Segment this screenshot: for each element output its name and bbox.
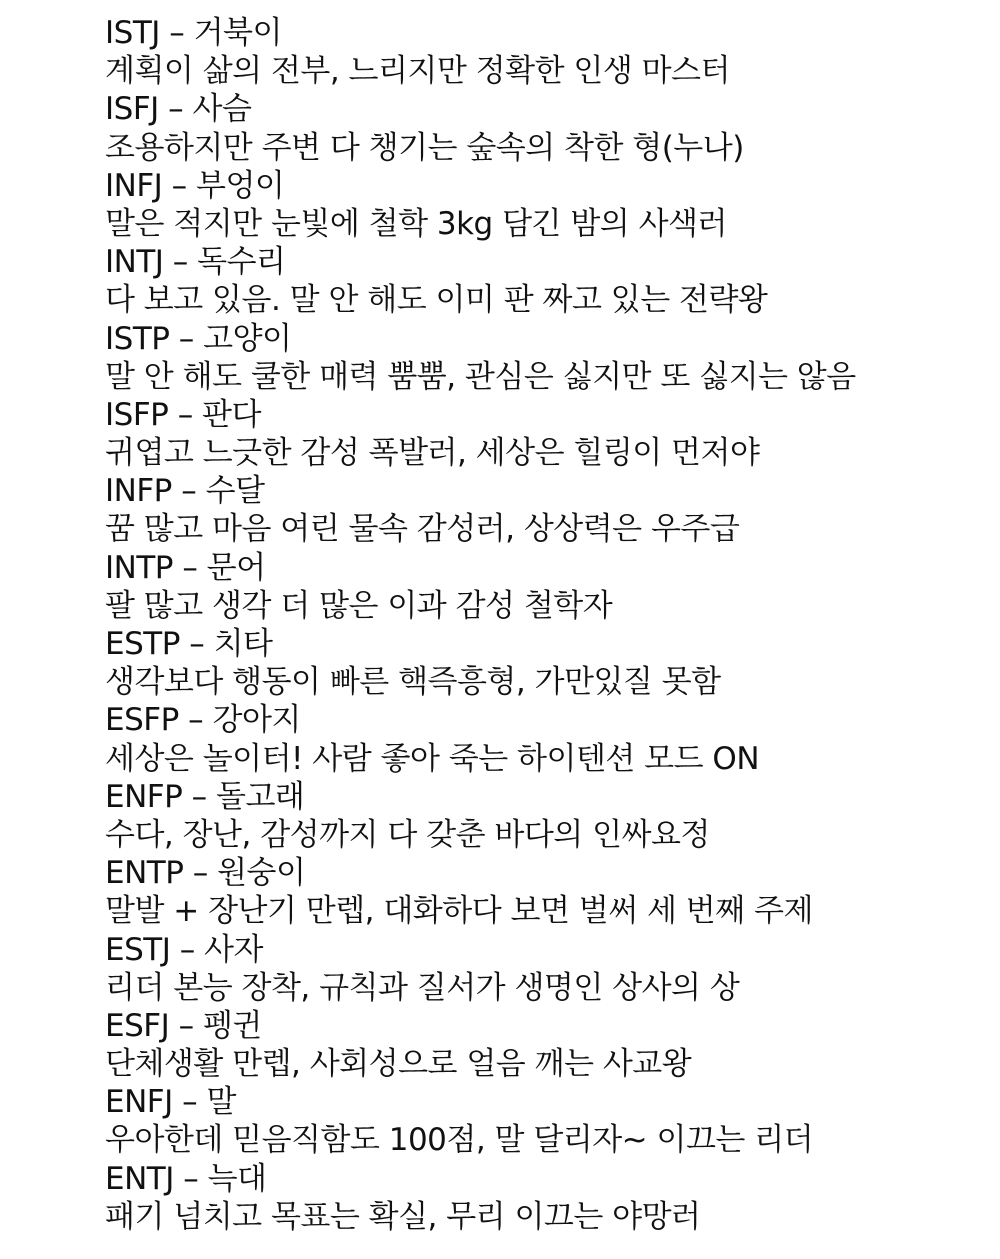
entry-entj-title: ENTJ – 늑대 — [105, 1160, 267, 1197]
mbti-animal-list — [105, 14, 985, 1236]
entry-estp-title: ESTP – 치타 — [105, 626, 273, 662]
entry-istj-description: 계획이 삶의 전부, 느리지만 정확한 인생 마스터 — [105, 53, 730, 90]
entry-infj-title: INFJ – 부엉이 — [105, 167, 285, 204]
entry-istp-description: 말 안 해도 쿨한 매력 뿜뿜, 관심은 싫지만 또 싫지는 않음 — [105, 358, 856, 395]
entry-enfp-description: 수다, 장난, 감성까지 다 갖춘 바다의 인싸요정 — [105, 816, 710, 853]
entry-intp-description: 팔 많고 생각 더 많은 이과 감성 철학자 — [105, 587, 613, 624]
entry-enfj-title: ENFJ – 말 — [105, 1084, 236, 1121]
entry-esfp-description: 세상은 놀이터! 사람 좋아 죽는 하이텐션 모드 ON — [105, 740, 760, 777]
entry-isfp-title: ISFP – 판다 — [105, 396, 261, 433]
entry-estj-title: ESTJ – 사자 — [105, 931, 263, 968]
entry-esfp-title: ESFP – 강아지 — [105, 702, 301, 739]
entry-isfj-title: ISFJ – 사슴 — [105, 91, 252, 128]
entry-entp-description: 말발 + 장난기 만렙, 대화하다 보면 벌써 세 번째 주제 — [105, 893, 813, 930]
entry-estp-description: 생각보다 행동이 빠른 핵즉흥형, 가만있질 못함 — [105, 664, 721, 701]
entry-estj-description: 리더 본능 장착, 규칙과 질서가 생명인 상사의 상 — [105, 969, 740, 1006]
entry-istp-title: ISTP – 고양이 — [105, 320, 292, 357]
entry-isfj-description: 조용하지만 주변 다 챙기는 숲속의 착한 형(누나) — [105, 129, 744, 166]
entry-infp-title: INFP – 수달 — [105, 473, 265, 510]
entry-intj-description: 다 보고 있음. 말 안 해도 이미 판 짜고 있는 전략왕 — [105, 282, 768, 319]
entry-enfp-title: ENFP – 돌고래 — [105, 778, 305, 815]
entry-istj-title: ISTJ – 거북이 — [105, 15, 282, 51]
entry-infp-description: 꿈 많고 마음 여린 물속 감성러, 상상력은 우주급 — [105, 511, 740, 548]
entry-esfj-title: ESFJ – 펭귄 — [105, 1007, 262, 1044]
entry-isfp-description: 귀엽고 느긋한 감성 폭발러, 세상은 힐링이 먼저야 — [105, 435, 760, 472]
entry-intj-title: INTJ – 독수리 — [105, 244, 286, 281]
entry-entp-title: ENTP – 원숭이 — [105, 855, 306, 892]
entry-enfj-description: 우아한데 믿음직함도 100점, 말 달리자~ 이끄는 리더 — [105, 1122, 814, 1159]
entry-entj-description: 패기 넘치고 목표는 확실, 무리 이끄는 야망러 — [105, 1198, 701, 1235]
entry-esfj-description: 단체생활 만렙, 사회성으로 얼음 깨는 사교왕 — [105, 1046, 692, 1083]
entry-intp-title: INTP – 문어 — [105, 549, 266, 586]
entry-infj-description: 말은 적지만 눈빛에 철학 3kg 담긴 밤의 사색러 — [105, 205, 727, 242]
